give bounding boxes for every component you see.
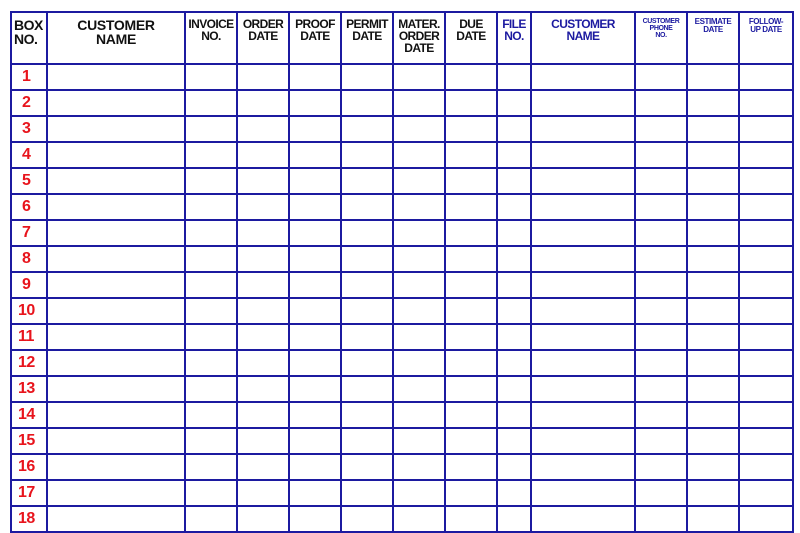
customer-name-2-cell	[531, 272, 635, 298]
customer-name-2-cell	[531, 376, 635, 402]
file-no-cell	[497, 402, 531, 428]
invoice-no-cell	[185, 402, 237, 428]
follow-up-date-cell	[739, 168, 793, 194]
permit-date-cell	[341, 480, 393, 506]
order-date-cell	[237, 64, 289, 90]
customer-name-cell	[47, 454, 185, 480]
invoice-no-cell	[185, 298, 237, 324]
material-order-date-cell	[393, 350, 445, 376]
order-date-cell	[237, 428, 289, 454]
due-date-cell	[445, 194, 497, 220]
order-date-cell	[237, 454, 289, 480]
customer-name-cell	[47, 116, 185, 142]
customer-name-cell	[47, 142, 185, 168]
due-date-cell	[445, 64, 497, 90]
proof-date-cell	[289, 168, 341, 194]
invoice-no-cell	[185, 220, 237, 246]
follow-up-date-cell	[739, 480, 793, 506]
file-no-cell	[497, 506, 531, 532]
permit-date-cell	[341, 324, 393, 350]
file-no-cell	[497, 376, 531, 402]
customer-name-cell	[47, 246, 185, 272]
due-date-cell	[445, 480, 497, 506]
due-date-cell	[445, 142, 497, 168]
estimate-date-cell	[687, 116, 739, 142]
estimate-date-cell	[687, 480, 739, 506]
tracking-log-table	[10, 11, 794, 533]
customer-name-2-cell	[531, 116, 635, 142]
due-date-cell	[445, 402, 497, 428]
table-row	[11, 454, 793, 480]
order-date-cell	[237, 324, 289, 350]
estimate-date-cell	[687, 272, 739, 298]
header-proof-date: PROOF DATE	[289, 12, 341, 64]
invoice-no-cell	[185, 64, 237, 90]
customer-name-cell	[47, 64, 185, 90]
customer-name-cell	[47, 350, 185, 376]
customer-name-2-cell	[531, 506, 635, 532]
table-row	[11, 506, 793, 532]
proof-date-cell	[289, 324, 341, 350]
customer-name-2-cell	[531, 480, 635, 506]
customer-name-cell	[47, 168, 185, 194]
estimate-date-cell	[687, 402, 739, 428]
table-row	[11, 142, 793, 168]
header-row	[11, 12, 793, 64]
estimate-date-cell	[687, 350, 739, 376]
header-material-order-date: MATER. ORDER DATE	[393, 12, 445, 64]
follow-up-date-cell	[739, 116, 793, 142]
follow-up-date-cell	[739, 220, 793, 246]
table-row	[11, 376, 793, 402]
customer-name-cell	[47, 90, 185, 116]
box-number: 1	[11, 64, 47, 90]
customer-name-cell	[47, 480, 185, 506]
box-number: 13	[11, 376, 47, 402]
customer-name-2-cell	[531, 428, 635, 454]
customer-phone-cell	[635, 376, 687, 402]
material-order-date-cell	[393, 220, 445, 246]
invoice-no-cell	[185, 454, 237, 480]
customer-name-2-cell	[531, 142, 635, 168]
material-order-date-cell	[393, 142, 445, 168]
header-order-date: ORDER DATE	[237, 12, 289, 64]
customer-name-2-cell	[531, 90, 635, 116]
customer-name-cell	[47, 506, 185, 532]
box-number: 2	[11, 90, 47, 116]
header-estimate-date: ESTIMATE DATE	[687, 12, 739, 64]
permit-date-cell	[341, 350, 393, 376]
file-no-cell	[497, 272, 531, 298]
table-row	[11, 168, 793, 194]
due-date-cell	[445, 90, 497, 116]
customer-phone-cell	[635, 298, 687, 324]
permit-date-cell	[341, 506, 393, 532]
due-date-cell	[445, 246, 497, 272]
table-row	[11, 298, 793, 324]
proof-date-cell	[289, 506, 341, 532]
header-customer-name-2: CUSTOMER NAME	[531, 12, 635, 64]
file-no-cell	[497, 64, 531, 90]
due-date-cell	[445, 272, 497, 298]
invoice-no-cell	[185, 194, 237, 220]
order-date-cell	[237, 272, 289, 298]
order-date-cell	[237, 220, 289, 246]
log-body	[11, 64, 793, 532]
proof-date-cell	[289, 90, 341, 116]
customer-name-2-cell	[531, 246, 635, 272]
customer-phone-cell	[635, 402, 687, 428]
material-order-date-cell	[393, 454, 445, 480]
file-no-cell	[497, 454, 531, 480]
estimate-date-cell	[687, 168, 739, 194]
box-number: 4	[11, 142, 47, 168]
table-row	[11, 272, 793, 298]
order-date-cell	[237, 168, 289, 194]
due-date-cell	[445, 324, 497, 350]
material-order-date-cell	[393, 90, 445, 116]
estimate-date-cell	[687, 454, 739, 480]
invoice-no-cell	[185, 272, 237, 298]
customer-name-cell	[47, 298, 185, 324]
material-order-date-cell	[393, 246, 445, 272]
material-order-date-cell	[393, 298, 445, 324]
customer-phone-cell	[635, 116, 687, 142]
box-number: 11	[11, 324, 47, 350]
customer-phone-cell	[635, 142, 687, 168]
follow-up-date-cell	[739, 194, 793, 220]
file-no-cell	[497, 428, 531, 454]
customer-phone-cell	[635, 194, 687, 220]
material-order-date-cell	[393, 480, 445, 506]
estimate-date-cell	[687, 324, 739, 350]
customer-name-2-cell	[531, 454, 635, 480]
material-order-date-cell	[393, 506, 445, 532]
material-order-date-cell	[393, 168, 445, 194]
follow-up-date-cell	[739, 142, 793, 168]
proof-date-cell	[289, 402, 341, 428]
proof-date-cell	[289, 142, 341, 168]
permit-date-cell	[341, 298, 393, 324]
table-row	[11, 194, 793, 220]
material-order-date-cell	[393, 376, 445, 402]
table-row	[11, 428, 793, 454]
header-box-no: BOX NO.	[11, 12, 47, 64]
file-no-cell	[497, 298, 531, 324]
customer-name-2-cell	[531, 350, 635, 376]
proof-date-cell	[289, 220, 341, 246]
customer-phone-cell	[635, 90, 687, 116]
table-row	[11, 246, 793, 272]
estimate-date-cell	[687, 142, 739, 168]
table-row	[11, 90, 793, 116]
estimate-date-cell	[687, 376, 739, 402]
permit-date-cell	[341, 376, 393, 402]
permit-date-cell	[341, 168, 393, 194]
estimate-date-cell	[687, 246, 739, 272]
customer-name-cell	[47, 194, 185, 220]
customer-name-2-cell	[531, 194, 635, 220]
order-date-cell	[237, 90, 289, 116]
invoice-no-cell	[185, 142, 237, 168]
file-no-cell	[497, 480, 531, 506]
customer-name-cell	[47, 428, 185, 454]
customer-name-2-cell	[531, 64, 635, 90]
header-customer-phone-no: CUSTOMER PHONE NO.	[635, 12, 687, 64]
table-row	[11, 402, 793, 428]
invoice-no-cell	[185, 428, 237, 454]
order-date-cell	[237, 506, 289, 532]
file-no-cell	[497, 168, 531, 194]
order-date-cell	[237, 480, 289, 506]
follow-up-date-cell	[739, 324, 793, 350]
material-order-date-cell	[393, 272, 445, 298]
permit-date-cell	[341, 220, 393, 246]
customer-phone-cell	[635, 480, 687, 506]
invoice-no-cell	[185, 506, 237, 532]
proof-date-cell	[289, 454, 341, 480]
customer-name-cell	[47, 324, 185, 350]
permit-date-cell	[341, 142, 393, 168]
file-no-cell	[497, 324, 531, 350]
follow-up-date-cell	[739, 376, 793, 402]
estimate-date-cell	[687, 64, 739, 90]
box-number: 12	[11, 350, 47, 376]
table-row	[11, 220, 793, 246]
box-number: 18	[11, 506, 47, 532]
order-date-cell	[237, 194, 289, 220]
box-number: 6	[11, 194, 47, 220]
box-number: 9	[11, 272, 47, 298]
follow-up-date-cell	[739, 64, 793, 90]
header-file-no: FILE NO.	[497, 12, 531, 64]
permit-date-cell	[341, 402, 393, 428]
proof-date-cell	[289, 194, 341, 220]
customer-phone-cell	[635, 220, 687, 246]
proof-date-cell	[289, 272, 341, 298]
permit-date-cell	[341, 454, 393, 480]
file-no-cell	[497, 350, 531, 376]
box-number: 17	[11, 480, 47, 506]
invoice-no-cell	[185, 116, 237, 142]
follow-up-date-cell	[739, 272, 793, 298]
order-date-cell	[237, 376, 289, 402]
box-number: 5	[11, 168, 47, 194]
table-row	[11, 116, 793, 142]
table-row	[11, 64, 793, 90]
customer-name-cell	[47, 402, 185, 428]
permit-date-cell	[341, 64, 393, 90]
material-order-date-cell	[393, 194, 445, 220]
customer-phone-cell	[635, 350, 687, 376]
customer-phone-cell	[635, 64, 687, 90]
box-number: 15	[11, 428, 47, 454]
proof-date-cell	[289, 428, 341, 454]
customer-name-2-cell	[531, 324, 635, 350]
file-no-cell	[497, 90, 531, 116]
proof-date-cell	[289, 298, 341, 324]
estimate-date-cell	[687, 220, 739, 246]
customer-name-cell	[47, 220, 185, 246]
customer-phone-cell	[635, 246, 687, 272]
permit-date-cell	[341, 246, 393, 272]
due-date-cell	[445, 376, 497, 402]
box-number: 8	[11, 246, 47, 272]
material-order-date-cell	[393, 324, 445, 350]
box-number: 16	[11, 454, 47, 480]
invoice-no-cell	[185, 324, 237, 350]
table-row	[11, 324, 793, 350]
follow-up-date-cell	[739, 402, 793, 428]
estimate-date-cell	[687, 90, 739, 116]
customer-phone-cell	[635, 506, 687, 532]
due-date-cell	[445, 116, 497, 142]
follow-up-date-cell	[739, 454, 793, 480]
table-row	[11, 480, 793, 506]
follow-up-date-cell	[739, 246, 793, 272]
follow-up-date-cell	[739, 298, 793, 324]
header-invoice-no: INVOICE NO.	[185, 12, 237, 64]
order-date-cell	[237, 246, 289, 272]
permit-date-cell	[341, 90, 393, 116]
invoice-no-cell	[185, 168, 237, 194]
box-number: 3	[11, 116, 47, 142]
invoice-no-cell	[185, 246, 237, 272]
due-date-cell	[445, 298, 497, 324]
proof-date-cell	[289, 376, 341, 402]
due-date-cell	[445, 350, 497, 376]
invoice-no-cell	[185, 350, 237, 376]
due-date-cell	[445, 220, 497, 246]
customer-phone-cell	[635, 324, 687, 350]
customer-name-2-cell	[531, 298, 635, 324]
file-no-cell	[497, 142, 531, 168]
material-order-date-cell	[393, 428, 445, 454]
box-number: 7	[11, 220, 47, 246]
material-order-date-cell	[393, 402, 445, 428]
invoice-no-cell	[185, 480, 237, 506]
tracking-log-sheet	[10, 11, 794, 527]
order-date-cell	[237, 402, 289, 428]
customer-name-2-cell	[531, 220, 635, 246]
proof-date-cell	[289, 64, 341, 90]
due-date-cell	[445, 168, 497, 194]
invoice-no-cell	[185, 90, 237, 116]
proof-date-cell	[289, 350, 341, 376]
order-date-cell	[237, 298, 289, 324]
follow-up-date-cell	[739, 428, 793, 454]
order-date-cell	[237, 116, 289, 142]
invoice-no-cell	[185, 376, 237, 402]
estimate-date-cell	[687, 194, 739, 220]
file-no-cell	[497, 246, 531, 272]
follow-up-date-cell	[739, 90, 793, 116]
proof-date-cell	[289, 116, 341, 142]
header-customer-name: CUSTOMER NAME	[47, 12, 185, 64]
header-due-date: DUE DATE	[445, 12, 497, 64]
estimate-date-cell	[687, 506, 739, 532]
estimate-date-cell	[687, 428, 739, 454]
header-permit-date: PERMIT DATE	[341, 12, 393, 64]
file-no-cell	[497, 194, 531, 220]
follow-up-date-cell	[739, 350, 793, 376]
material-order-date-cell	[393, 64, 445, 90]
customer-name-2-cell	[531, 168, 635, 194]
customer-name-2-cell	[531, 402, 635, 428]
due-date-cell	[445, 506, 497, 532]
follow-up-date-cell	[739, 506, 793, 532]
header-follow-up-date: FOLLOW- UP DATE	[739, 12, 793, 64]
box-number: 14	[11, 402, 47, 428]
file-no-cell	[497, 220, 531, 246]
permit-date-cell	[341, 272, 393, 298]
due-date-cell	[445, 454, 497, 480]
customer-name-cell	[47, 272, 185, 298]
permit-date-cell	[341, 116, 393, 142]
due-date-cell	[445, 428, 497, 454]
estimate-date-cell	[687, 298, 739, 324]
customer-phone-cell	[635, 428, 687, 454]
order-date-cell	[237, 142, 289, 168]
customer-name-cell	[47, 376, 185, 402]
proof-date-cell	[289, 480, 341, 506]
customer-phone-cell	[635, 454, 687, 480]
proof-date-cell	[289, 246, 341, 272]
table-row	[11, 350, 793, 376]
file-no-cell	[497, 116, 531, 142]
material-order-date-cell	[393, 116, 445, 142]
order-date-cell	[237, 350, 289, 376]
customer-phone-cell	[635, 168, 687, 194]
permit-date-cell	[341, 428, 393, 454]
permit-date-cell	[341, 194, 393, 220]
box-number: 10	[11, 298, 47, 324]
customer-phone-cell	[635, 272, 687, 298]
